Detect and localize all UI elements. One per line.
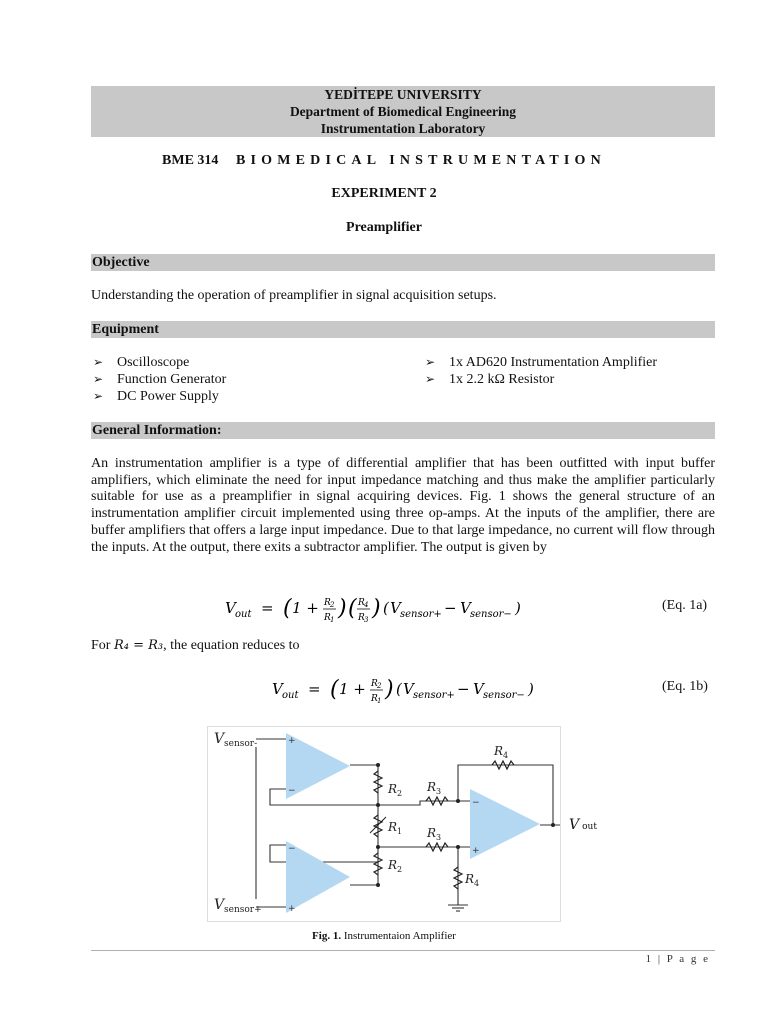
footer-divider xyxy=(91,950,715,951)
svg-text:R: R xyxy=(388,858,398,872)
svg-text:(: ( xyxy=(348,596,357,621)
objective-text: Understanding the operation of preamplifier in signal acquisition setups. xyxy=(91,288,497,303)
svg-text:1 +: 1 + xyxy=(339,680,366,698)
svg-text:R: R xyxy=(371,679,378,689)
svg-text:4: 4 xyxy=(503,751,509,760)
svg-text:2: 2 xyxy=(330,601,335,609)
vsensor-plus-label: sensor+ xyxy=(224,905,262,915)
svg-text:V: V xyxy=(403,680,414,698)
experiment-title: EXPERIMENT 2 xyxy=(331,186,437,201)
equipment-item: ➢ 1x AD620 Instrumentation Amplifier xyxy=(425,354,657,371)
header-box xyxy=(91,86,715,137)
course-title xyxy=(0,153,768,169)
svg-text:−: − xyxy=(457,680,470,698)
svg-text:+: + xyxy=(472,846,480,856)
equipment-item: ➢ DC Power Supply xyxy=(93,388,226,405)
svg-text:(: ( xyxy=(383,599,389,617)
svg-text:R: R xyxy=(371,694,378,704)
svg-text:−: − xyxy=(472,798,480,808)
svg-text:R: R xyxy=(358,613,365,623)
svg-text:4: 4 xyxy=(364,601,369,609)
svg-text:V: V xyxy=(473,680,484,698)
svg-text:sensor−: sensor− xyxy=(470,609,512,620)
svg-text:V: V xyxy=(272,680,283,698)
svg-text:V: V xyxy=(225,599,236,617)
svg-text:3: 3 xyxy=(436,787,442,796)
opamp-bottom-buffer xyxy=(286,841,350,913)
svg-text:=: = xyxy=(308,680,321,698)
svg-text:(: ( xyxy=(396,680,402,698)
svg-text:): ) xyxy=(515,599,521,617)
equation-1a-label: (Eq. 1a) xyxy=(662,598,708,613)
svg-text:R: R xyxy=(494,744,504,758)
svg-text:R: R xyxy=(324,598,331,608)
lab-name: Instrumentation Laboratory xyxy=(320,121,486,136)
page-number: 1 | P a g e xyxy=(645,953,710,965)
svg-text:R: R xyxy=(465,872,475,886)
equipment-list-left xyxy=(93,354,226,405)
svg-text:): ) xyxy=(338,596,347,621)
general-info-paragraph: An instrumentation amplifier is a type of differential amplifier that has been outfitted with input buffer amplifiers, which eliminate the need for input impedance matching and thus make the amplifier particularly suitable for use as a preamplifier in signal acquiring devices. Fig. 1 shows the general structure of an instrumentation amplifier circuit implemented using three op-amps. At the inputs of the amplifier, there are buffer amplifiers that offers a large input impedance. Due to that large impedance, no current will flow through the inputs. At the output, there exits a subtractor amplifier. The output is given by xyxy=(91,456,715,555)
svg-text:sensor+: sensor+ xyxy=(413,690,455,701)
instrumentation-amplifier-figure xyxy=(207,726,561,922)
svg-text:): ) xyxy=(385,677,394,702)
vout-label: Vout xyxy=(569,817,597,833)
general-info-heading: General Information: xyxy=(91,422,715,439)
svg-text:−: − xyxy=(288,844,296,854)
svg-text:V: V xyxy=(214,731,225,747)
svg-text:3: 3 xyxy=(364,616,369,624)
vsensor-minus-label: sensor- xyxy=(224,739,258,749)
equipment-heading: Equipment xyxy=(91,321,715,338)
svg-text:V: V xyxy=(214,897,225,913)
equipment-item: ➢ 1x 2.2 kΩ Resistor xyxy=(425,371,657,388)
svg-text:=: = xyxy=(261,599,274,617)
svg-text:−: − xyxy=(444,599,457,617)
svg-text:(: ( xyxy=(330,677,339,702)
svg-text:): ) xyxy=(372,596,381,621)
svg-text:V: V xyxy=(390,599,401,617)
svg-text:sensor+: sensor+ xyxy=(400,609,442,620)
svg-text:−: − xyxy=(288,786,296,796)
university-name: YEDİTEPE UNIVERSITY xyxy=(324,87,482,102)
objective-heading: Objective xyxy=(91,254,715,271)
svg-text:+: + xyxy=(288,736,296,746)
svg-text:2: 2 xyxy=(397,789,403,798)
svg-text:R: R xyxy=(358,598,365,608)
svg-text:2: 2 xyxy=(397,865,403,874)
svg-text:out: out xyxy=(235,609,252,620)
equipment-list-right xyxy=(425,354,657,388)
svg-text:V: V xyxy=(460,599,471,617)
svg-text:out: out xyxy=(282,690,299,701)
svg-text:1: 1 xyxy=(397,827,403,836)
equation-1a xyxy=(225,592,555,630)
svg-text:(: ( xyxy=(283,596,292,621)
svg-text:): ) xyxy=(528,680,534,698)
opamp-difference xyxy=(470,789,540,859)
svg-text:1: 1 xyxy=(377,697,382,705)
reduce-text: For R₄ = R₃, the equation reduces to xyxy=(91,638,300,653)
equation-1b xyxy=(272,673,572,711)
course-code: BME 314 xyxy=(162,153,219,168)
circuit-diagram xyxy=(208,727,560,921)
svg-text:3: 3 xyxy=(436,833,442,842)
svg-text:sensor−: sensor− xyxy=(483,690,525,701)
svg-text:4: 4 xyxy=(474,879,480,888)
svg-text:1: 1 xyxy=(330,616,335,624)
svg-text:R: R xyxy=(427,826,437,840)
svg-text:R: R xyxy=(324,613,331,623)
svg-text:R: R xyxy=(388,820,398,834)
experiment-subtitle: Preamplifier xyxy=(346,220,422,235)
opamp-top-buffer xyxy=(286,733,350,799)
svg-text:R: R xyxy=(388,782,398,796)
svg-text:1 +: 1 + xyxy=(292,599,319,617)
svg-text:+: + xyxy=(288,904,296,914)
course-name: BIOMEDICAL INSTRUMENTATION xyxy=(235,153,606,168)
svg-text:2: 2 xyxy=(377,682,382,690)
equipment-item: ➢ Function Generator xyxy=(93,371,226,388)
equipment-item: ➢ Oscilloscope xyxy=(93,354,226,371)
department-name: Department of Biomedical Engineering xyxy=(289,104,517,119)
equation-1b-label: (Eq. 1b) xyxy=(662,679,708,694)
svg-text:R: R xyxy=(427,780,437,794)
figure-caption: Fig. 1. Instrumentaion Amplifier xyxy=(312,930,456,942)
